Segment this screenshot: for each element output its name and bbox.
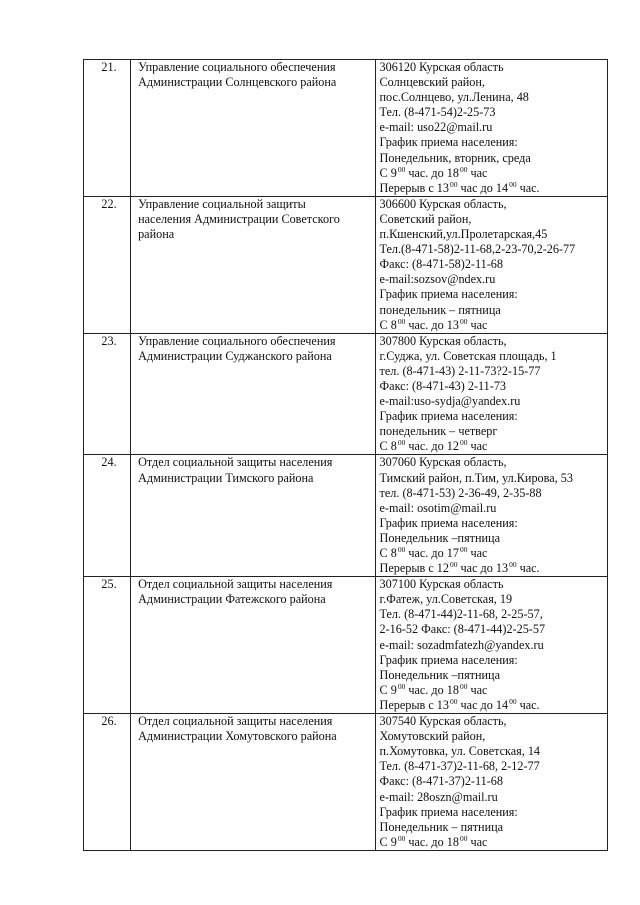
offices-table: [83, 59, 608, 851]
table-row: [84, 714, 608, 851]
office-name-line: Администрации Суджанского района: [138, 348, 332, 363]
contact-line: e-mail: 28oszn@mail.ru: [379, 789, 498, 804]
contact-line: [380, 561, 607, 576]
contact-line: График приема населения:: [379, 287, 518, 302]
contact-line: Солнцевский район,: [379, 75, 485, 90]
contact-details-cell: [375, 577, 607, 714]
contact-line-part: С 8: [379, 439, 397, 454]
time-minutes-superscript: 00: [509, 696, 517, 706]
contact-line: 2-16-52 Факс: (8-471-44)2-25-57: [379, 622, 546, 637]
contact-line-part: час.: [516, 697, 540, 712]
contact-line-part: час. до 18: [405, 165, 459, 180]
time-minutes-superscript: 00: [459, 545, 468, 554]
contact-line: г.Суджа, ул. Советская площадь, 1: [379, 348, 557, 363]
contact-line-part: С 8: [379, 546, 397, 560]
contact-line: Тимский район, п.Тим, ул.Кирова, 53: [379, 470, 573, 485]
contact-line: [380, 546, 607, 561]
office-name-cell: [131, 196, 375, 333]
office-name-line: Отдел социальной защиты населения: [138, 714, 333, 729]
office-name-line: Управление социальной защиты: [138, 196, 306, 211]
contact-line: Факс: (8-471-37)2-11-68: [379, 774, 503, 789]
contact-line-part: час: [467, 546, 488, 560]
contact-line-part: Перерыв с 13: [379, 180, 449, 195]
contact-line-part: час: [467, 317, 488, 332]
contact-line-part: Перерыв с 13: [379, 697, 449, 712]
contact-line: Факс: (8-471-58)2-11-68: [379, 257, 503, 272]
contact-line: e-mail:uso-sydja@yandex.ru: [379, 394, 521, 409]
contact-line: пос.Солнцево, ул.Ленина, 48: [379, 90, 529, 105]
table-row: [84, 455, 608, 577]
contact-line: г.Фатеж, ул.Советская, 19: [379, 592, 513, 607]
row-number: 21.: [84, 60, 131, 197]
time-minutes-superscript: 00: [449, 560, 458, 570]
contact-line: понедельник – четверг: [379, 424, 498, 439]
contact-line: e-mail:sozsov@ndex.ru: [379, 272, 496, 287]
contact-line: e-mail: uso22@mail.ru: [379, 120, 493, 135]
time-minutes-superscript: 00: [397, 316, 406, 326]
time-minutes-superscript: 00: [459, 681, 468, 691]
row-number: 26.: [84, 714, 131, 851]
contact-line-part: час. до 13: [405, 317, 459, 332]
time-minutes-superscript: 00: [509, 560, 517, 570]
contact-line-part: час. до 12: [405, 439, 459, 454]
office-name-line: населения Администрации Советского: [138, 211, 340, 226]
time-minutes-superscript: 00: [397, 164, 406, 174]
row-number: 23.: [84, 333, 131, 455]
contact-line-part: час: [467, 834, 488, 849]
contact-line: Понедельник –пятница: [379, 530, 500, 545]
contact-line: п.Кшенский,ул.Пролетарская,45: [379, 227, 548, 242]
contact-line-part: С 9: [379, 682, 397, 697]
office-name-line: Администрации Тимского района: [138, 470, 314, 485]
contact-line: График приема населения:: [379, 515, 518, 530]
office-name-cell: [131, 714, 375, 851]
contact-line-part: С 9: [379, 165, 397, 180]
contact-line-part: час: [467, 682, 488, 697]
office-name-cell: [131, 455, 375, 577]
contact-line: [380, 439, 607, 454]
contact-line: [380, 166, 607, 181]
contact-details-cell: [375, 714, 607, 851]
contact-line: e-mail: osotim@mail.ru: [379, 500, 497, 515]
contact-line-part: Перерыв с 12: [379, 561, 449, 576]
contact-line: Понедельник – пятница: [379, 819, 504, 834]
contact-line: [380, 318, 607, 333]
time-minutes-superscript: 00: [459, 833, 468, 843]
contact-details-cell: [375, 333, 607, 455]
office-name-line: Управление социального обеспечения: [138, 333, 336, 348]
office-name-line: Отдел социальной защиты населения: [138, 455, 333, 470]
table-row: [84, 333, 608, 455]
contact-line: e-mail: sozadmfatezh@yandex.ru: [379, 637, 544, 652]
office-name-cell: [131, 60, 375, 197]
contact-details-cell: [375, 196, 607, 333]
office-name-line: Администрации Хомутовского района: [138, 729, 337, 744]
contact-line: тел. (8-471-53) 2-36-49, 2-35-88: [379, 485, 542, 500]
table-body: [84, 60, 608, 851]
contact-line: п.Хомутовка, ул. Советская, 14: [379, 744, 541, 759]
table-row: [84, 60, 608, 197]
time-minutes-superscript: 00: [397, 681, 406, 691]
contact-line: Советский район,: [379, 211, 472, 226]
contact-line: тел. (8-471-43) 2-11-73?2-15-77: [379, 363, 541, 378]
contact-line-part: час. до 18: [405, 682, 459, 697]
office-name-line: Администрации Солнцевского района: [138, 75, 337, 90]
row-number: 24.: [84, 455, 131, 577]
table-row: [84, 577, 608, 714]
contact-line: Тел. (8-471-37)2-11-68, 2-12-77: [379, 759, 540, 774]
office-name-line: Администрации Фатежского района: [138, 592, 326, 607]
contact-line: График приема населения:: [379, 409, 518, 424]
contact-line-part: час.: [516, 561, 540, 576]
contact-line: [380, 698, 607, 713]
office-name-cell: [131, 333, 375, 455]
contact-line-part: час до 14: [457, 180, 509, 195]
contact-line: Понедельник, вторник, среда: [379, 150, 531, 165]
contact-line: Понедельник –пятница: [379, 667, 500, 682]
contact-line-part: час: [467, 165, 488, 180]
row-number: 22.: [84, 196, 131, 333]
time-minutes-superscript: 00: [397, 545, 406, 554]
contact-line-part: час. до 17: [405, 546, 459, 560]
time-minutes-superscript: 00: [397, 833, 406, 843]
contact-line: [380, 835, 607, 850]
contact-line: Тел. (8-471-54)2-25-73: [379, 105, 496, 120]
contact-line: 307800 Курская область,: [379, 333, 507, 348]
contact-line-part: час. до 18: [405, 834, 459, 849]
contact-line-part: С 8: [379, 317, 397, 332]
contact-line: График приема населения:: [379, 652, 518, 667]
contact-details-cell: [375, 455, 607, 577]
contact-line: [380, 683, 607, 698]
office-name-line: Управление социального обеспечения: [138, 60, 336, 74]
time-minutes-superscript: 00: [449, 696, 458, 706]
contact-line: понедельник – пятница: [379, 302, 501, 317]
time-minutes-superscript: 00: [459, 316, 468, 326]
row-number: 25.: [84, 577, 131, 714]
contact-line: [380, 181, 607, 196]
contact-line-part: час: [467, 439, 488, 454]
time-minutes-superscript: 00: [459, 164, 468, 174]
contact-line: График приема населения:: [379, 804, 518, 819]
contact-line-part: час.: [516, 180, 540, 195]
contact-line: 307060 Курская область,: [379, 455, 507, 470]
contact-line-part: С 9: [379, 834, 397, 849]
contact-line: Тел. (8-471-44)2-11-68, 2-25-57,: [379, 607, 543, 622]
time-minutes-superscript: 00: [397, 438, 406, 448]
contact-line: 307100 Курская область: [379, 577, 504, 592]
contact-line-part: час до 14: [457, 697, 509, 712]
contact-line: Хомутовский район,: [379, 729, 486, 744]
time-minutes-superscript: 00: [459, 438, 468, 448]
contact-line: График приема населения:: [379, 135, 518, 150]
contact-line: 307540 Курская область,: [379, 714, 507, 729]
table-row: [84, 196, 608, 333]
contact-line: 306120 Курская область: [379, 60, 504, 74]
contact-line: Факс: (8-471-43) 2-11-73: [379, 378, 507, 393]
time-minutes-superscript: 00: [449, 179, 458, 189]
contact-line: Тел.(8-471-58)2-11-68,2-23-70,2-26-77: [379, 242, 576, 257]
contact-line: 306600 Курская область,: [379, 196, 507, 211]
time-minutes-superscript: 00: [509, 179, 517, 189]
contact-line-part: час до 13: [457, 561, 509, 576]
office-name-line: Отдел социальной защиты населения: [138, 577, 333, 592]
contact-details-cell: [375, 60, 607, 197]
office-name-line: района: [138, 227, 175, 242]
office-name-cell: [131, 577, 375, 714]
